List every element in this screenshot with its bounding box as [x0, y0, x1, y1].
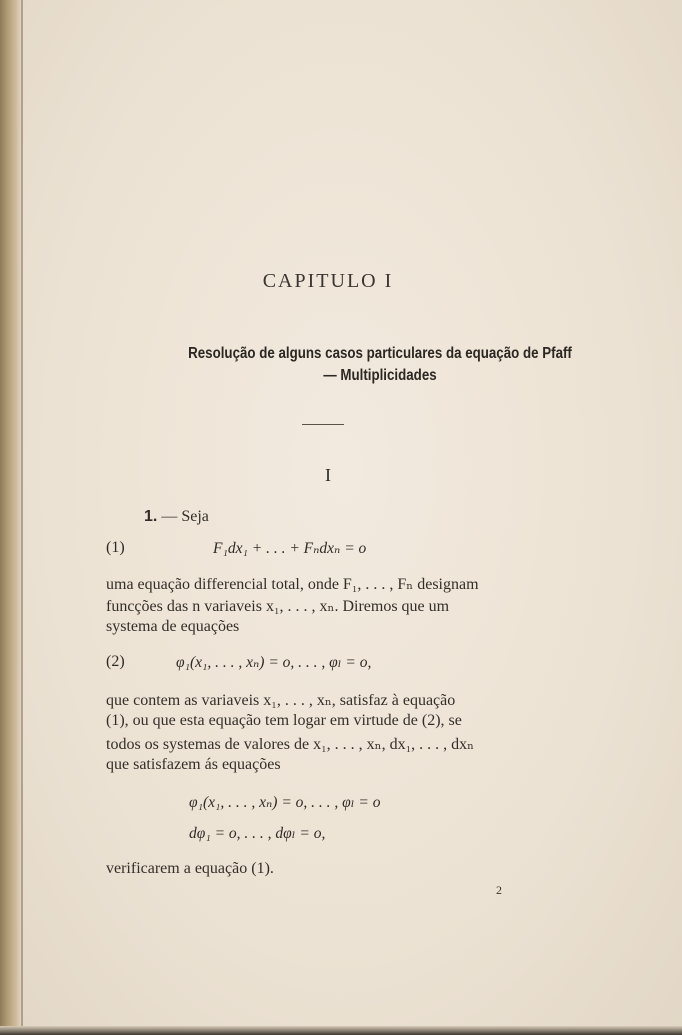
text-line-1: uma equação differencial total, onde F₁, . . . , Fₙ designam: [106, 576, 479, 593]
equation-3a: φ₁(x₁, . . . , xₙ) = o, . . . , φₗ = o: [189, 794, 381, 811]
equation-2-label: (2): [106, 653, 125, 670]
paragraph-number: 1.: [144, 508, 158, 525]
spine-edge-line: [21, 0, 23, 1035]
book-spine: [0, 0, 22, 1035]
section-number: I: [325, 465, 331, 485]
separator-rule: [302, 424, 344, 425]
text-line-3: systema de equações: [106, 618, 240, 635]
paragraph-intro-text: — Seja: [161, 508, 209, 525]
equation-1: F₁dx₁ + . . . + Fₙdxₙ = o: [213, 540, 367, 557]
text-line-2: funcções das n variaveis x₁, . . . , xₙ. Diremos que um: [106, 598, 450, 615]
text-line-8: verificarem a equação (1).: [106, 860, 274, 877]
equation-3b: dφ₁ = o, . . . , dφₗ = o,: [189, 825, 326, 842]
section-title-line-1: Resolução de alguns casos particulares da equação de Pfaff: [188, 345, 572, 362]
paragraph-intro: [144, 508, 209, 526]
page-number: 2: [496, 883, 502, 897]
text-line-5: (1), ou que esta equação tem logar em virtude de (2), se: [106, 712, 462, 729]
page-bottom-edge: [0, 1026, 682, 1035]
chapter-heading: CAPITULO I: [262, 270, 394, 292]
text-line-6: todos os systemas de valores de x₁, . . . , xₙ, dx₁, . . . , dxₙ: [106, 736, 475, 753]
equation-2: φ₁(x₁, . . . , xₙ) = o, . . . , φₗ = o,: [176, 654, 372, 671]
text-line-7: que satisfazem ás equações: [106, 756, 281, 773]
section-title-line-2: — Multiplicidades: [323, 367, 437, 384]
text-line-4: que contem as variaveis x₁, . . . , xₙ, satisfaz à equação: [106, 692, 456, 709]
equation-1-label: (1): [106, 539, 125, 556]
